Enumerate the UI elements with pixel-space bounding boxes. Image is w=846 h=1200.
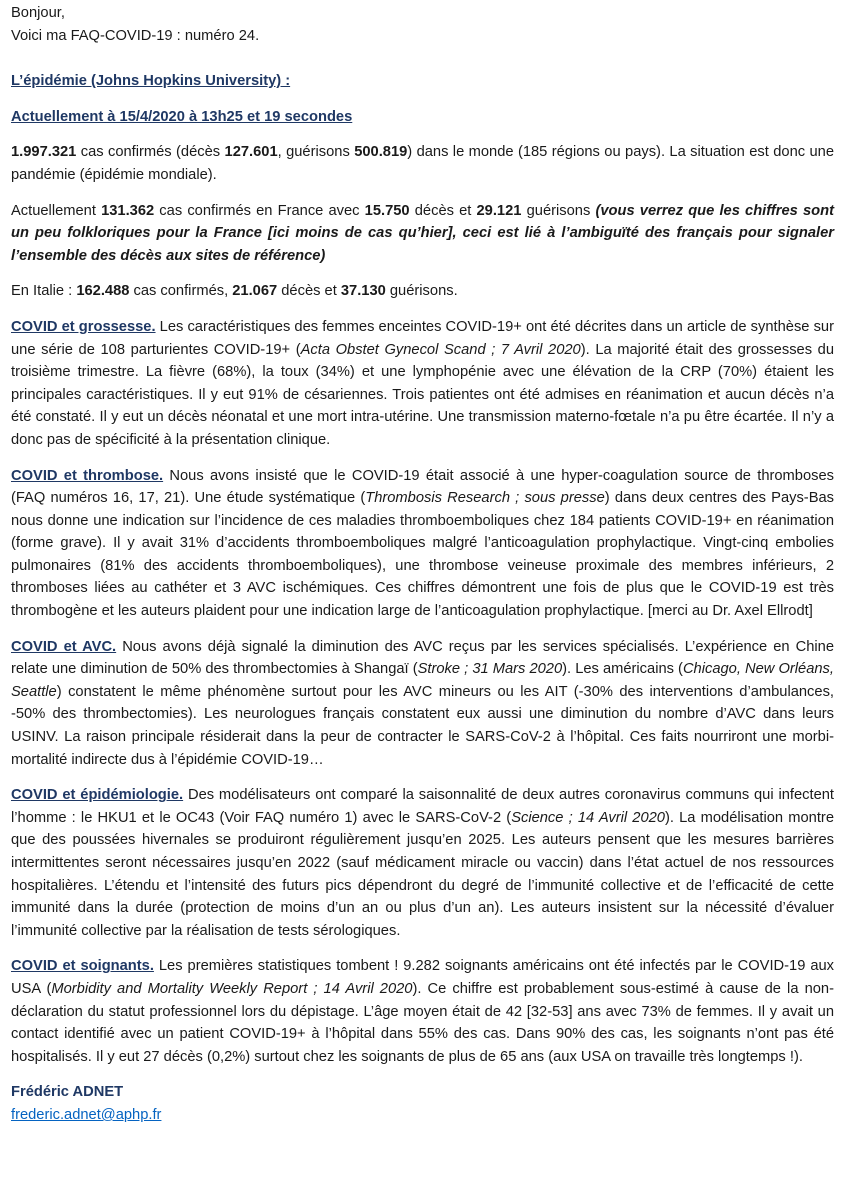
intro-line: Voici ma FAQ-COVID-19 : numéro 24. bbox=[11, 27, 260, 44]
section-avc-text-3: ) constatent le même phénomène surtout pour les AVC mineurs ou les AIT (-30% des interventions d’ambulances, -50% des thrombectomies). Les neurologues français constatent eux aussi une diminution du nombre d’AVC dans leurs USINV. La raison principale résiderait dans la peur de contracter le SARS-CoV-2 à l’hôpital. Ces faits nourriront une morbi-mortalité indirecte dus à l’épidémie COVID-19… bbox=[11, 683, 834, 768]
section-grossesse-title: COVID et grossesse. bbox=[11, 318, 156, 335]
section-avc-text-2: ). Les américains ( bbox=[562, 661, 683, 678]
section-thrombose-ref: Thrombosis Research ; sous presse bbox=[365, 490, 605, 507]
section-epidemiologie-ref: Science ; 14 Avril 2020 bbox=[511, 809, 665, 826]
epidemic-date-line bbox=[11, 106, 834, 129]
section-grossesse-text-2: ). La majorité était des grossesses du troisième trimestre. La fièvre (68%), la toux (34%) et une lymphopénie avec une élévation de la CRP (70%) étaient les principales caractéristiques. Il y eut 91% de césariennes. Trois patientes ont été admises en réanimation et aucun décès n’a été constaté. Il y eut un décès néonatal et une mort intra-utérine. Une transmission materno-fœtale n’a pu être écartée. Il n’y a donc pas de spécificité à la présentation clinique. bbox=[11, 341, 834, 448]
world-recovered: 500.819 bbox=[354, 144, 408, 161]
section-thrombose-text-1: Nous avons insisté que le COVID-19 était associé à une hyper-coagulation source de thromboses (FAQ numéros 16, 17, 21). Une étude systématique ( bbox=[11, 467, 834, 507]
france-text-0: Actuellement bbox=[11, 202, 102, 219]
section-avc-text-1: Nous avons déjà signalé la diminution des AVC reçus par les services spécialisés. L’expérience en Chine relate une diminution de 50% des thrombectomies à Shangaï ( bbox=[11, 638, 834, 678]
epidemic-heading-text: L’épidémie (Johns Hopkins University) : bbox=[11, 73, 291, 90]
world-text-2: , guérisons bbox=[277, 144, 355, 161]
italy-stats bbox=[11, 280, 834, 303]
section-epidemiologie-text-2: ). La modélisation montre que des poussées hivernales se produiront régulièrement jusqu’en 2025. Les auteurs pensent que les mesures barrières intermittentes seront nécessaires jusqu’en 2022 (sauf médicament miracle ou vaccin) dans l’état actuel de nos ressources hospitalières. L’étendu et l’intensité des futurs pics dépendront du degré de l’immunité collective et de l’efficacité de cette immunité dans la durée (protection de moins d’un an ou plus d’un an). Les auteurs insistent sur la nécessité d’évaluer l’immunité collective par la réalisation de tests sérologiques. bbox=[11, 809, 834, 939]
section-avc-title: COVID et AVC. bbox=[11, 638, 117, 655]
section-thrombose-title: COVID et thrombose. bbox=[11, 467, 164, 484]
section-epidemiologie-text-1: Des modélisateurs ont comparé la saisonnalité de deux autres coronavirus communs qui infectent l’homme : le HKU1 et le OC43 (Voir FAQ numéro 1) avec le SARS-CoV-2 ( bbox=[11, 787, 834, 826]
section-avc-ref-2: Chicago, New Orléans, Seattle bbox=[11, 661, 834, 700]
section-thrombose-text-2: ) dans deux centres des Pays-Bas nous donne une indication sur l’incidence de ces maladies thromboemboliques chez 184 patients COVID-19+ en réanimation (forme grave). Il y avait 31% d’accidents thromboemboliques malgré l’anticoagulation prophylactique. Vingt-cinq embolies pulmonaires (81% des accidents thromboemboliques), une thrombose veineuse proximale des membres inférieurs, 2 thromboses liées au cathéter et 3 AVC ischémiques. Ces chiffres démontrent une fois de plus que le COVID-19 est très thrombogène et les auteurs plaident pour une indication large de l’anticoagulation prophylactique. [merci au Dr. Axel Ellrodt] bbox=[11, 490, 835, 620]
world-text-1: cas confirmés (décès bbox=[76, 144, 225, 161]
world-cases: 1.997.321 bbox=[11, 144, 77, 161]
france-text-2: décès et bbox=[409, 202, 477, 219]
italy-text-0: En Italie : bbox=[11, 283, 77, 300]
france-recovered: 29.121 bbox=[476, 202, 522, 219]
france-stats bbox=[11, 200, 834, 268]
france-text-3: guérisons bbox=[521, 202, 596, 219]
section-soignants bbox=[11, 955, 834, 1068]
world-deaths: 127.601 bbox=[224, 144, 278, 161]
signature bbox=[11, 1081, 834, 1126]
section-epidemiologie bbox=[11, 784, 834, 942]
italy-text-1: cas confirmés, bbox=[129, 283, 233, 300]
epidemic-date-text: Actuellement à 15/4/2020 à 13h25 et 19 secondes bbox=[11, 108, 353, 125]
greeting: Bonjour, bbox=[11, 5, 65, 21]
section-grossesse bbox=[11, 316, 834, 452]
author-name: Frédéric ADNET bbox=[11, 1084, 124, 1101]
france-text-1: cas confirmés en France avec bbox=[154, 202, 365, 219]
italy-recovered: 37.130 bbox=[340, 283, 386, 300]
france-deaths: 15.750 bbox=[364, 202, 410, 219]
france-cases: 131.362 bbox=[101, 202, 155, 219]
italy-deaths: 21.067 bbox=[232, 283, 278, 300]
italy-text-3: guérisons. bbox=[385, 283, 458, 300]
world-stats bbox=[11, 141, 834, 186]
epidemic-heading bbox=[11, 70, 834, 93]
section-thrombose bbox=[11, 465, 834, 623]
section-soignants-text-1: Les premières statistiques tombent ! 9.282 soignants américains ont été infectés par le COVID-19 aux USA ( bbox=[11, 958, 834, 997]
section-grossesse-ref: Acta Obstet Gynecol Scand ; 7 Avril 2020 bbox=[300, 341, 581, 358]
section-avc-ref-1: Stroke ; 31 Mars 2020 bbox=[417, 661, 563, 678]
section-avc bbox=[11, 636, 834, 772]
italy-text-2: décès et bbox=[277, 283, 341, 300]
france-note: (vous verrez que les chiffres sont un peu folkloriques pour la France [ici moins de cas qu’hier], ceci est lié à l’ambiguïté des français pour signaler l’ensemble des décès aux sites de référence) bbox=[11, 202, 834, 264]
section-soignants-title: COVID et soignants. bbox=[11, 958, 154, 975]
author-email-link[interactable]: frederic.adnet@aphp.fr bbox=[11, 1106, 162, 1123]
italy-cases: 162.488 bbox=[76, 283, 130, 300]
section-epidemiologie-title: COVID et épidémiologie. bbox=[11, 787, 184, 804]
world-text-3: ) dans le monde (185 régions ou pays). La situation est donc une pandémie (épidémie mondiale). bbox=[11, 144, 834, 183]
section-soignants-text-2: ). Ce chiffre est probablement sous-estimé à cause de la non-déclaration du statut professionnel lors du dépistage. L’âge moyen était de 42 [32-53] ans avec 73% de femmes. Il y avait un contact identifié avec un patient COVID-19+ à l’hôpital dans 55% des cas. Dans 90% des cas, les soignants n’ont pas été hospitalisés. Il y eut 27 décès (0,2%) surtout chez les soignants de plus de 65 ans (aux USA on travaille très longtemps !). bbox=[11, 980, 834, 1065]
section-soignants-ref: Morbidity and Mortality Weekly Report ; 14 Avril 2020 bbox=[51, 980, 413, 997]
section-grossesse-text-1: Les caractéristiques des femmes enceintes COVID-19+ ont été décrites dans un article de synthèse sur une série de 108 parturientes COVID-19+ ( bbox=[11, 318, 834, 358]
